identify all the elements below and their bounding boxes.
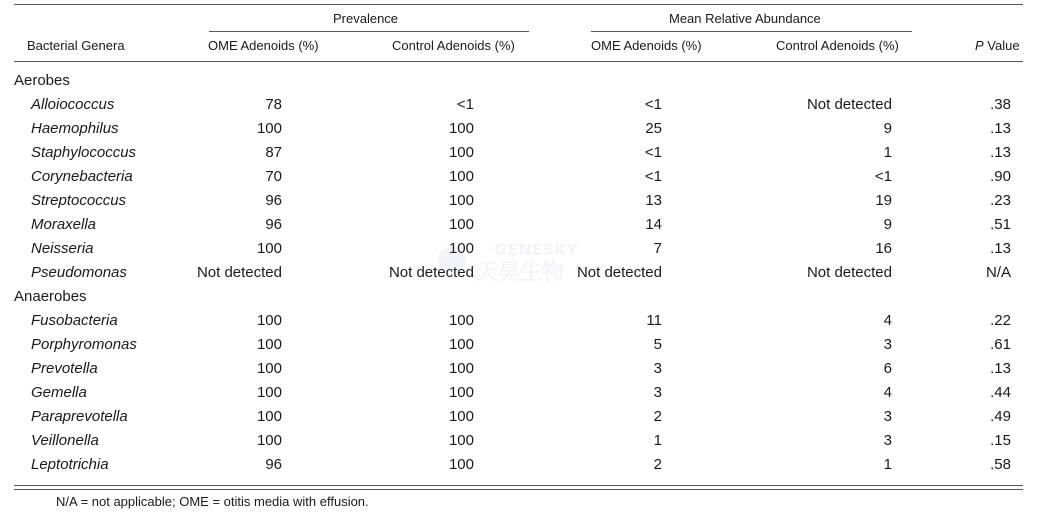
table-header-rule [14, 61, 1023, 62]
cell-control-abundance: 16 [875, 240, 892, 257]
cell-genus: Streptococcus [31, 192, 127, 209]
cell-control-prevalence: 100 [448, 432, 474, 449]
table-footnote: N/A = not applicable; OME = otitis media with effusion. [56, 494, 369, 509]
cell-ome-prevalence: Not detected [196, 264, 282, 281]
column-header-p-value [975, 38, 1020, 53]
cell-ome-abundance: Not detected [576, 264, 662, 281]
cell-ome-prevalence: 100 [256, 360, 282, 377]
cell-control-prevalence: 100 [448, 192, 474, 209]
cell-control-abundance: 9 [883, 120, 892, 137]
cell-ome-abundance: 2 [653, 456, 662, 473]
cell-control-abundance: <1 [874, 168, 892, 185]
cell-control-prevalence: 100 [448, 144, 474, 161]
cell-control-abundance: 4 [883, 312, 892, 329]
table-row [0, 405, 1045, 429]
cell-control-abundance: 9 [883, 216, 892, 233]
cell-ome-abundance: <1 [644, 96, 662, 113]
cell-genus: Alloiococcus [31, 96, 115, 113]
watermark-latin-text: GENESKY [494, 240, 578, 259]
cell-ome-prevalence: 87 [265, 144, 282, 161]
cell-p-value: .38 [990, 96, 1011, 113]
cell-ome-abundance: 1 [653, 432, 662, 449]
cell-control-abundance: 19 [875, 192, 892, 209]
cell-ome-abundance: 13 [645, 192, 662, 209]
cell-p-value: .61 [990, 336, 1011, 353]
section-title: Aerobes [14, 72, 70, 89]
column-header-control-abundance: Control Adenoids (%) [776, 38, 899, 53]
cell-ome-prevalence: 100 [256, 432, 282, 449]
cell-control-prevalence: 100 [448, 312, 474, 329]
cell-ome-abundance: 5 [653, 336, 662, 353]
table-row [0, 141, 1045, 165]
cell-ome-prevalence: 100 [256, 408, 282, 425]
column-header-genera: Bacterial Genera [27, 38, 125, 53]
table-top-rule [14, 4, 1023, 5]
cell-genus: Haemophilus [31, 120, 119, 137]
cell-ome-abundance: <1 [644, 144, 662, 161]
cell-genus: Gemella [31, 384, 87, 401]
cell-control-prevalence: 100 [448, 216, 474, 233]
table-bottom-rule-2 [14, 489, 1023, 490]
section-title: Anaerobes [14, 288, 87, 305]
cell-control-abundance: 1 [883, 144, 892, 161]
table-row [0, 309, 1045, 333]
cell-control-prevalence: Not detected [388, 264, 474, 281]
p-value-word: Value [983, 38, 1020, 53]
cell-control-prevalence: <1 [456, 96, 474, 113]
cell-genus: Prevotella [31, 360, 98, 377]
table-row [0, 213, 1045, 237]
cell-control-prevalence: 100 [448, 120, 474, 137]
cell-genus: Moraxella [31, 216, 97, 233]
watermark-chinese-text: 天昊生物 [476, 260, 565, 284]
table-row [0, 189, 1045, 213]
cell-ome-abundance: 2 [653, 408, 662, 425]
abundance-underline [591, 31, 912, 32]
cell-control-prevalence: 100 [448, 240, 474, 257]
cell-ome-prevalence: 70 [265, 168, 282, 185]
cell-control-abundance: Not detected [806, 96, 892, 113]
cell-control-prevalence: 100 [448, 456, 474, 473]
cell-genus: Porphyromonas [31, 336, 137, 353]
cell-genus: Neisseria [31, 240, 94, 257]
cell-control-abundance: 3 [883, 408, 892, 425]
cell-control-abundance: 6 [883, 360, 892, 377]
cell-control-prevalence: 100 [448, 408, 474, 425]
column-header-ome-abundance: OME Adenoids (%) [591, 38, 702, 53]
cell-control-prevalence: 100 [448, 384, 474, 401]
table-row [0, 333, 1045, 357]
cell-control-prevalence: 100 [448, 336, 474, 353]
cell-genus: Staphylococcus [31, 144, 137, 161]
table-row [0, 93, 1045, 117]
cell-genus: Corynebacteria [31, 168, 133, 185]
cell-p-value: .13 [990, 360, 1011, 377]
watermark-logo [436, 238, 606, 284]
cell-p-value: .44 [990, 384, 1011, 401]
cell-ome-abundance: <1 [644, 168, 662, 185]
cell-p-value: .58 [990, 456, 1011, 473]
cell-p-value: .51 [990, 216, 1011, 233]
cell-control-abundance: 4 [883, 384, 892, 401]
cell-ome-abundance: 14 [645, 216, 662, 233]
group-header-abundance: Mean Relative Abundance [669, 11, 821, 26]
cell-control-abundance: Not detected [806, 264, 892, 281]
cell-genus: Fusobacteria [31, 312, 118, 329]
cell-ome-abundance: 3 [653, 384, 662, 401]
cell-ome-prevalence: 100 [256, 384, 282, 401]
cell-control-prevalence: 100 [448, 360, 474, 377]
cell-p-value: N/A [985, 264, 1011, 281]
cell-ome-prevalence: 96 [265, 216, 282, 233]
cell-p-value: .22 [990, 312, 1011, 329]
cell-ome-prevalence: 100 [256, 336, 282, 353]
cell-control-abundance: 1 [883, 456, 892, 473]
cell-ome-prevalence: 78 [265, 96, 282, 113]
cell-ome-prevalence: 96 [265, 456, 282, 473]
cell-p-value: .49 [990, 408, 1011, 425]
table-row [0, 357, 1045, 381]
table-row [0, 381, 1045, 405]
cell-ome-abundance: 7 [653, 240, 662, 257]
table-row [0, 165, 1045, 189]
cell-ome-prevalence: 100 [256, 312, 282, 329]
table-row [0, 429, 1045, 453]
section-row [0, 69, 1045, 93]
group-header-prevalence: Prevalence [333, 11, 399, 26]
table-row [0, 453, 1045, 477]
cell-ome-prevalence: 100 [256, 120, 282, 137]
cell-p-value: .13 [990, 240, 1011, 257]
column-header-control-prevalence: Control Adenoids (%) [392, 38, 515, 53]
cell-genus: Leptotrichia [31, 456, 109, 473]
cell-ome-abundance: 11 [646, 312, 662, 329]
section-row [0, 285, 1045, 309]
cell-p-value: .13 [990, 120, 1011, 137]
column-header-ome-prevalence: OME Adenoids (%) [208, 38, 319, 53]
table-bottom-rule-1 [14, 485, 1023, 486]
prevalence-underline [209, 31, 529, 32]
cell-control-abundance: 3 [883, 336, 892, 353]
cell-p-value: .23 [990, 192, 1011, 209]
cell-ome-abundance: 25 [645, 120, 662, 137]
table-row [0, 117, 1045, 141]
cell-control-abundance: 3 [883, 432, 892, 449]
cell-ome-prevalence: 96 [265, 192, 282, 209]
cell-p-value: .13 [990, 144, 1011, 161]
cell-genus: Paraprevotella [31, 408, 128, 425]
cell-ome-prevalence: 100 [256, 240, 282, 257]
cell-control-prevalence: 100 [448, 168, 474, 185]
cell-ome-abundance: 3 [653, 360, 662, 377]
p-letter: P [975, 38, 984, 53]
cell-p-value: .90 [990, 168, 1011, 185]
cell-genus: Veillonella [31, 432, 99, 449]
cell-genus: Pseudomonas [31, 264, 127, 281]
cell-p-value: .15 [990, 432, 1011, 449]
